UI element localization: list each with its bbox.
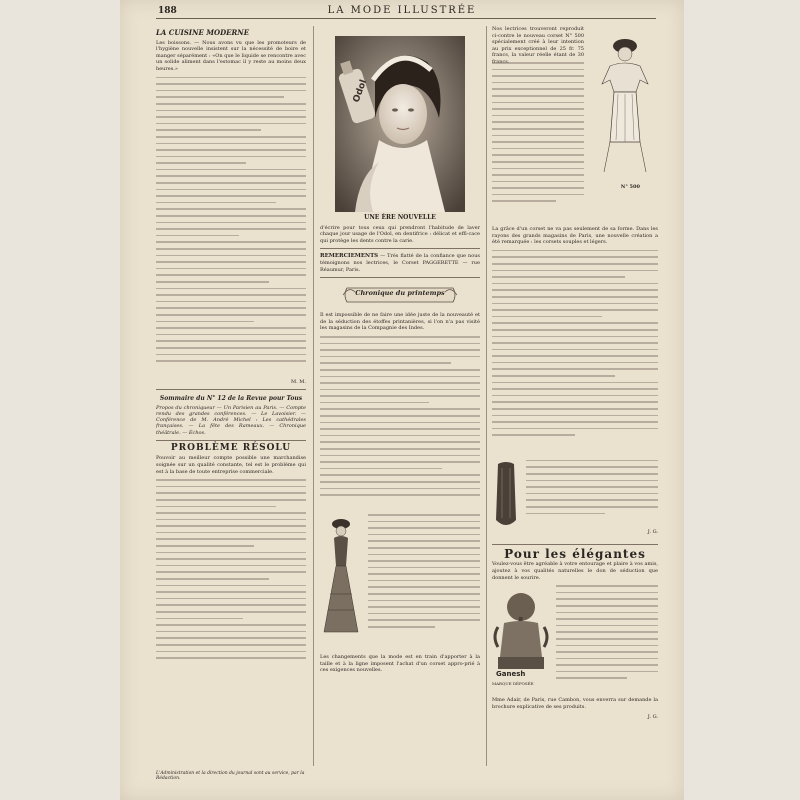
column-left bbox=[156, 26, 306, 786]
section-rule bbox=[156, 440, 306, 441]
section-rule bbox=[156, 389, 306, 390]
problem-intro: Pouvoir au meilleur compte possible une marchandise soignée sur un qualité constante, tel est le problème qui est à la base de toute entreprise commerciale. bbox=[156, 455, 306, 475]
dress-advert-block bbox=[320, 514, 480, 654]
cuisine-heading: LA CUISINE MODERNE bbox=[156, 28, 250, 37]
summary-heading: Sommaire du N° 12 de la Revue pour Tous bbox=[159, 395, 303, 403]
odol-advertisement-image bbox=[335, 36, 465, 212]
corset-model-label: N° 500 bbox=[620, 184, 640, 190]
column-middle bbox=[320, 26, 480, 786]
ganesh-advert-block bbox=[492, 585, 658, 697]
footnote: L'Administration et la direction du journal sont au service, par la Rédaction. bbox=[156, 770, 305, 782]
corset-body-text bbox=[492, 62, 584, 222]
thanks-text: Très flatté de la confiance que nous témoignons nos lectrices, le Corset PAGGERETTE — rue Réaumur, Paris. bbox=[320, 253, 480, 273]
magazine-title: LA MODE ILLUSTRÉE bbox=[327, 5, 477, 16]
header-rule bbox=[156, 18, 656, 19]
ganesh-advert-text bbox=[556, 585, 658, 695]
corset-advert-block bbox=[492, 26, 658, 226]
odol-bottle-label: Odol bbox=[351, 78, 370, 104]
belt-advert-text bbox=[526, 460, 658, 530]
column-divider bbox=[486, 26, 487, 766]
ganesh-brand-label: Ganesh bbox=[496, 670, 526, 679]
corset-fitting-text: Les changements que la mode est en train d'apporter à la taille et à la ligne imposent l'achat d'un corset appro-prié à ces exigences nouvelles. bbox=[320, 653, 480, 674]
elegant-signature: J. G. bbox=[647, 714, 658, 721]
page-header bbox=[120, 4, 684, 22]
chronicle-body-text bbox=[320, 336, 480, 514]
section-rule bbox=[320, 277, 480, 278]
column-divider bbox=[313, 26, 314, 766]
thanks-heading: REMERCIEMENTS bbox=[320, 253, 379, 260]
problem-body-text bbox=[156, 479, 306, 679]
belt-signature: J. G. bbox=[647, 529, 658, 536]
cuisine-body-text bbox=[156, 77, 306, 377]
belt-advert-block bbox=[492, 460, 658, 540]
dress-advert-text bbox=[368, 514, 480, 644]
ganesh-statue-icon bbox=[492, 587, 550, 675]
section-rule bbox=[320, 248, 480, 249]
ganesh-trademark: MARQUE DÉPOSÉE bbox=[492, 681, 534, 687]
woman-with-bottle-illustration bbox=[335, 36, 465, 212]
magazine-page bbox=[120, 0, 684, 800]
elegant-closing-text: Mme Adair, de Paris, rue Cambon, vous enverra sur demande la brochure explicative de ses produits. bbox=[492, 697, 658, 710]
elegant-intro: Voulez-vous être agréable à votre entourage et plaire à vos amis, ajoutez à vos qualités naturelles le don de séduction que donnent le sourire. bbox=[492, 561, 658, 581]
summary-text: Propos du chroniqueur — Un Parisien au Paris. — Compte rendu des grandes conférences. — Le Lavoisier. — Conférence de M. André Michel : Les cathédrales françaises. — La fête des Rameaux. — Chronique théâtrale. — Échos. bbox=[156, 404, 306, 436]
belt-garment-illustration bbox=[492, 460, 520, 532]
corset-illustration bbox=[592, 32, 658, 182]
corset-advert-text: Nos lectrices trouveront reproduit ci-contre le nouveau corset N° 500 spécialement créé à leur intention au prix exceptionnel de 25 fr. 75 francs, la valeur réelle étant de 30 bbox=[492, 26, 584, 59]
thanks-paragraph: REMERCIEMENTS — Très flatté de la confiance que nous témoignons nos lectrices, le Corset PAGGERETTE — rue Réaumur, Paris. bbox=[320, 253, 480, 273]
chronicle-banner bbox=[341, 284, 459, 306]
section-rule bbox=[492, 544, 658, 545]
lady-in-dress-illustration bbox=[320, 514, 362, 634]
chronicle-heading: Chronique du printemps bbox=[355, 289, 445, 298]
photo-caption: UNE ÈRE NOUVELLE bbox=[364, 214, 436, 221]
corset-article-intro: La grâce d'un corset ne va pas seulement de sa forme. Dans les rayons des grands magasins de Paris, une nouvelle création a été remarquée : les corsets souples et légers. bbox=[492, 226, 658, 246]
corset-article-text bbox=[492, 250, 658, 460]
chronicle-intro: Il est impossible de ne faire une idée juste de la nouveauté et de la séduction des étoffes printanières, si l'on n'a pas visité les magasins de la Compagnie des Indes. bbox=[320, 312, 480, 332]
elegant-heading: Pour les élégantes bbox=[504, 546, 646, 561]
page-number: 188 bbox=[158, 6, 177, 16]
cuisine-signature: M. M. bbox=[290, 378, 306, 385]
column-right bbox=[492, 26, 658, 786]
problem-heading: PROBLÈME RÉSOLU bbox=[170, 442, 292, 453]
cuisine-intro: Les boissons. — Nous avons vu que les promoteurs de l'hygiène nouvelle insistent sur la nécessité de boire et manger séparément : «On que le liquide se rencontre avec un solide aliment dans l'estomac il y reste au moins deux heures.» bbox=[156, 39, 306, 72]
odol-caption-text: d'écrire pour tous ceux qui prendront l'habitude de laver chaque jour usage de l'Odol, en dentifrice : délicat et effi-cace qui protège les dents contre la carie. bbox=[320, 224, 480, 244]
